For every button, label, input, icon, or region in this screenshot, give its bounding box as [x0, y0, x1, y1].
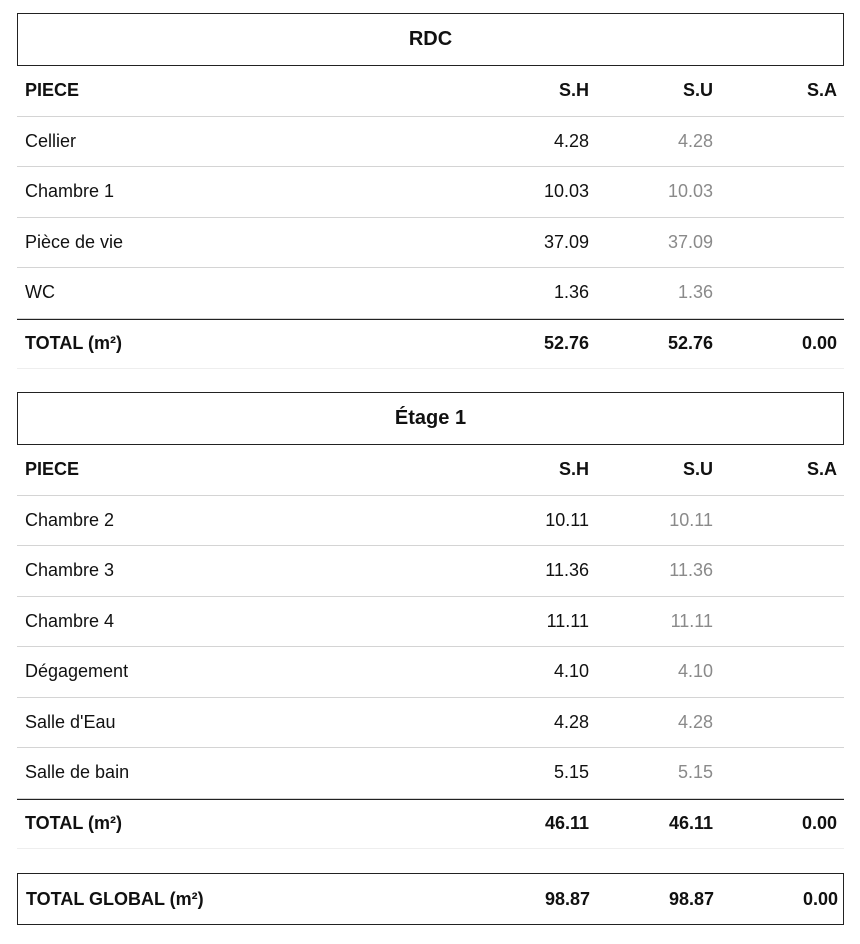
room-sh: 10.11 [545, 509, 589, 530]
room-sh: 37.09 [543, 231, 589, 252]
room-su: 4.10 [677, 661, 713, 682]
total-label: TOTAL (m²) [25, 813, 122, 834]
table-row [17, 698, 844, 749]
room-sh: 4.28 [553, 711, 589, 732]
room-name: Salle de bain [25, 762, 130, 783]
room-name: Chambre 2 [25, 509, 115, 530]
total-row [17, 319, 844, 370]
global-total-label: TOTAL GLOBAL (m²) [26, 888, 204, 909]
column-header-row [17, 66, 844, 117]
total-row [17, 799, 844, 850]
col-sh: S.H [558, 459, 589, 480]
col-su: S.U [682, 80, 713, 101]
col-piece: PIECE [25, 80, 80, 101]
room-sh: 11.11 [546, 610, 589, 631]
table-row [17, 647, 844, 698]
room-sh: 1.36 [553, 282, 589, 303]
table-row [17, 597, 844, 648]
room-sh: 5.15 [553, 762, 589, 783]
room-name: WC [25, 282, 55, 303]
room-su: 11.36 [669, 560, 713, 581]
rdc-title: RDC [17, 13, 844, 66]
col-su: S.U [682, 459, 713, 480]
col-piece: PIECE [25, 459, 80, 480]
column-header-row [17, 445, 844, 496]
room-su: 10.03 [667, 181, 713, 202]
table-row [17, 546, 844, 597]
room-name: Chambre 4 [25, 610, 115, 631]
room-sh: 10.03 [543, 181, 589, 202]
total-su: 46.11 [668, 813, 713, 834]
global-total-sh: 98.87 [544, 888, 590, 909]
total-sh: 46.11 [544, 813, 589, 834]
table-row [17, 496, 844, 547]
rdc-table [17, 13, 844, 369]
total-label: TOTAL (m²) [25, 333, 122, 354]
col-sa: S.A [806, 80, 837, 101]
room-su: 11.11 [670, 610, 713, 631]
room-name: Cellier [25, 130, 77, 151]
total-sa: 0.00 [801, 813, 837, 834]
table-row [17, 748, 844, 799]
room-su: 10.11 [669, 509, 713, 530]
table-row [17, 117, 844, 168]
total-sh: 52.76 [543, 333, 589, 354]
room-su: 1.36 [677, 282, 713, 303]
room-name: Dégagement [25, 661, 129, 682]
col-sh: S.H [558, 80, 589, 101]
global-total-sa: 0.00 [802, 888, 838, 909]
col-sa: S.A [806, 459, 837, 480]
total-sa: 0.00 [801, 333, 837, 354]
room-name: Pièce de vie [25, 231, 124, 252]
table-row [17, 268, 844, 319]
total-su: 52.76 [667, 333, 713, 354]
table-row [17, 167, 844, 218]
room-su: 4.28 [677, 711, 713, 732]
global-total-row [17, 873, 844, 925]
room-su: 4.28 [677, 130, 713, 151]
room-sh: 11.36 [545, 560, 589, 581]
room-name: Chambre 1 [25, 181, 115, 202]
table-row [17, 218, 844, 269]
etage1-title: Étage 1 [17, 392, 844, 445]
room-name: Salle d'Eau [25, 711, 116, 732]
room-su: 37.09 [667, 231, 713, 252]
room-su: 5.15 [677, 762, 713, 783]
room-sh: 4.28 [553, 130, 589, 151]
room-name: Chambre 3 [25, 560, 115, 581]
room-sh: 4.10 [553, 661, 589, 682]
etage1-table [17, 392, 844, 849]
global-total-su: 98.87 [668, 888, 714, 909]
